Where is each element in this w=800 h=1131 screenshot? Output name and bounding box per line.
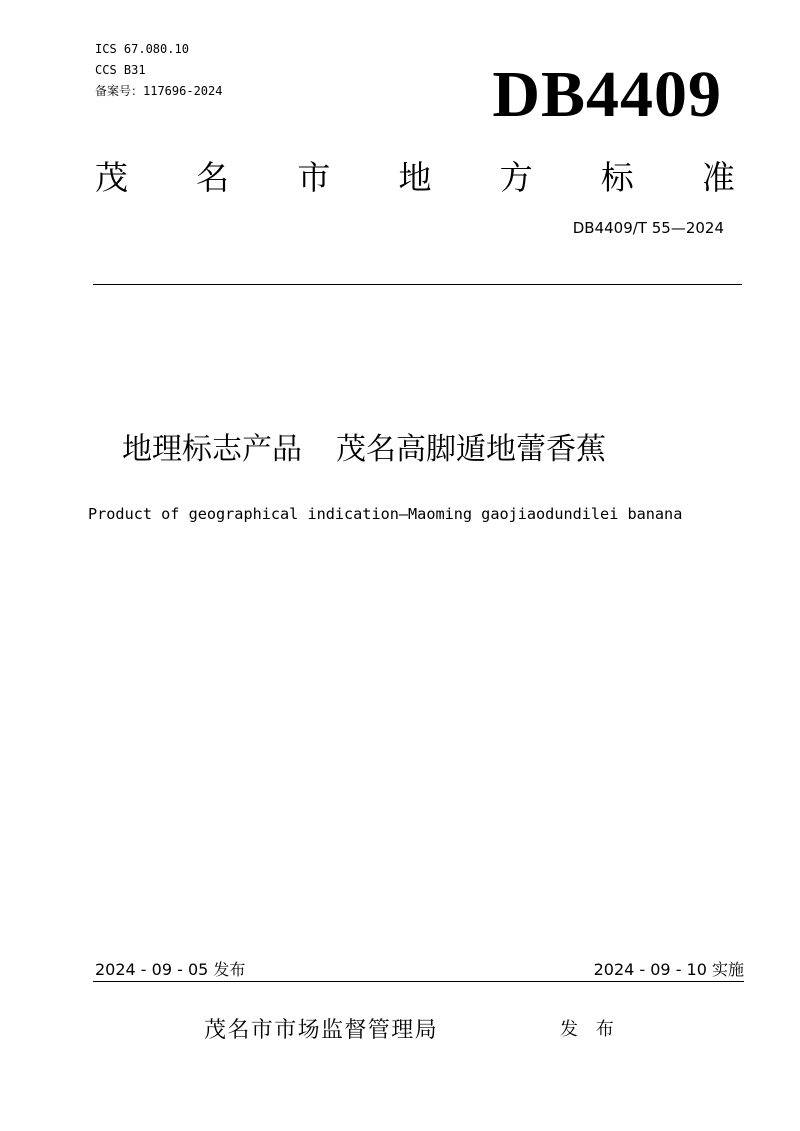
standard-type-char: 方 xyxy=(499,157,533,197)
bottom-divider xyxy=(93,981,744,982)
standard-type-char: 准 xyxy=(701,157,735,197)
ics-code: ICS 67.080.10 xyxy=(95,42,189,56)
implementation-date: 2024 - 09 - 10 实施 xyxy=(593,960,744,979)
standard-code-logo: DB4409 xyxy=(492,58,722,131)
standard-type-char: 地 xyxy=(398,157,432,197)
standard-type-heading xyxy=(95,157,735,197)
ccs-code: CCS B31 xyxy=(95,63,146,77)
title-chinese-part2: 茂名高脚遁地蕾香蕉 xyxy=(336,432,606,467)
title-chinese xyxy=(122,432,606,468)
record-number: 备案号：117696-2024 xyxy=(95,84,223,98)
title-chinese-part1: 地理标志产品 xyxy=(122,432,302,467)
issuer-row xyxy=(0,1013,800,1043)
title-english: Product of geographical indication—Maoming gaojiaodundilei banana xyxy=(88,505,683,523)
standard-type-char: 市 xyxy=(297,157,331,197)
standard-type-char: 名 xyxy=(196,157,230,197)
issue-verb: 发 布 xyxy=(560,1019,620,1040)
top-divider xyxy=(93,284,742,285)
issue-date: 2024 - 09 - 05 发布 xyxy=(95,960,246,979)
issuing-authority: 茂名市市场监督管理局 xyxy=(204,1018,439,1043)
standard-type-char: 茂 xyxy=(95,157,128,197)
standard-number: DB4409/T 55—2024 xyxy=(572,219,724,237)
standard-type-char: 标 xyxy=(600,157,634,197)
